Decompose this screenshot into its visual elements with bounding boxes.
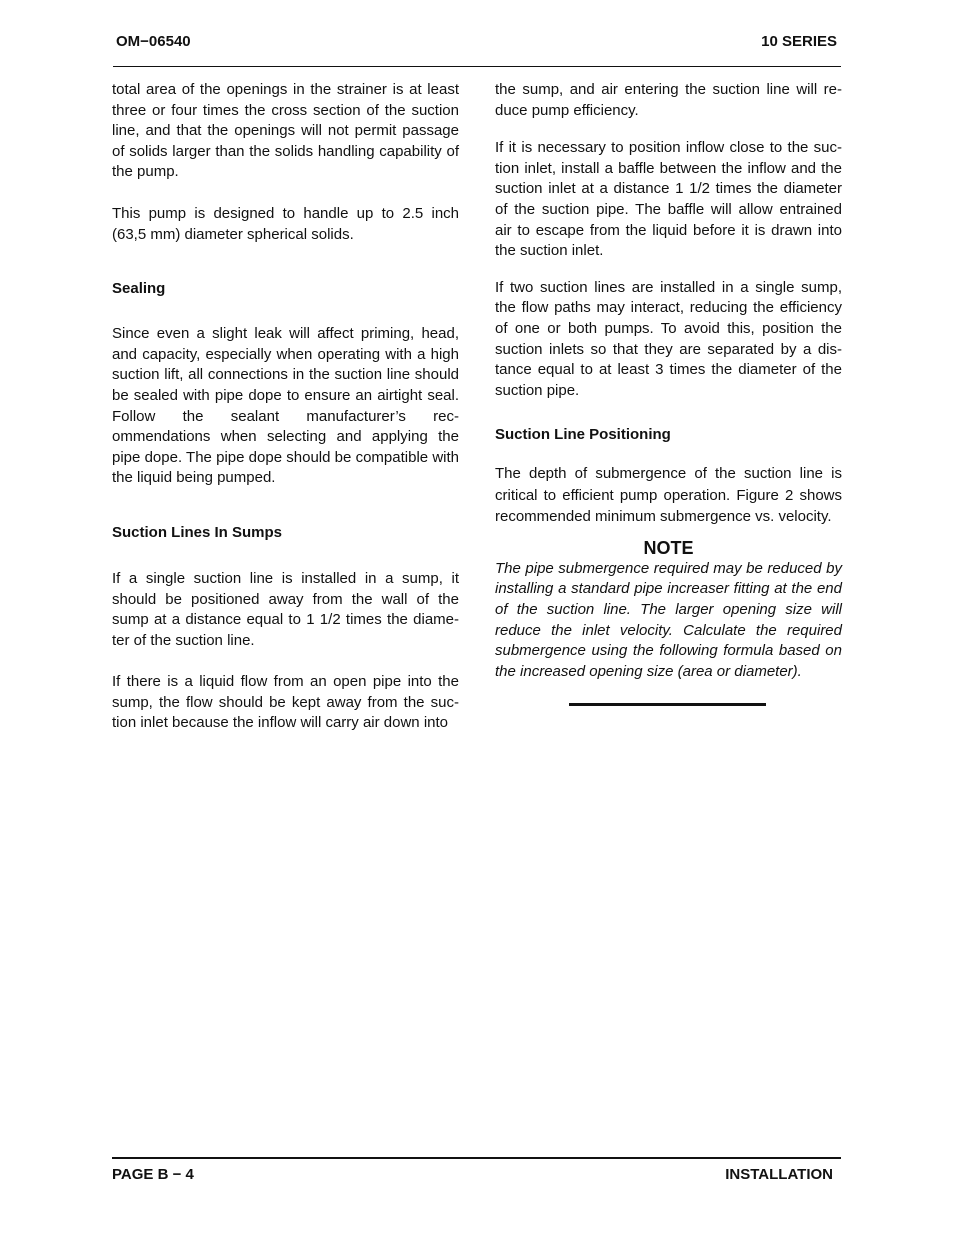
solids-paragraph: This pump is designed to handle up to 2.5 inch (63,5 mm) diameter spherical solids. (112, 204, 459, 243)
left-column (112, 80, 459, 734)
note-text: The pipe submergence required may be reduced by installing a standard pipe increaser fitting at the end of the suction line. The larger opening size will reduce the inlet velocity. Calculate the required submergence using the following formula based on the increased opening size (area or diameter). (495, 559, 842, 680)
section-label: INSTALLATION (725, 1166, 833, 1183)
suction-lines-in-sumps-heading: Suction Lines In Sumps (112, 523, 283, 541)
sealing-paragraph: Since even a slight leak will affect priming, head, and capacity, especially when operating with a high suction lift, all connections in the suction line should be sealed with pipe dope to ensure an airtight seal. Follow the sealant manufacturer’s recommendations when selecting and applying the pipe dope. The pipe dope should be compatible with the liquid being pumped. (112, 325, 459, 487)
right-column (495, 80, 842, 706)
page-header (113, 33, 837, 53)
submergence-paragraph: The depth of submergence of the suction line is critical to efficient pump operation. Figure 2 shows recommended minimum submergence vs. velocity. (495, 465, 842, 526)
liquid-flow-paragraph: If there is a liquid flow from an open pipe into the sump, the flow should be kept away from the suction inlet because the inflow will carry air down into (112, 673, 459, 732)
footer-divider (112, 1157, 841, 1159)
two-suction-lines-paragraph: If two suction lines are installed in a single sump, the flow paths may interact, reducing the efficiency of one or both pumps. To avoid this, position the suction inlets so that they are separated by a distance equal to at least 3 times the diameter of the suction pipe. (495, 278, 842, 399)
baffle-paragraph: If it is necessary to position inflow close to the suction inlet, install a baffle between the inflow and the suction inlet at a distance 1 1/2 times the diameter of the suction pipe. The baffle will allow entrained air to escape from the liquid before it is drawn into the suction inlet. (495, 139, 842, 260)
sealing-heading: Sealing (112, 280, 166, 298)
efficiency-paragraph: the sump, and air entering the suction line will reduce pump efficiency. (495, 81, 842, 119)
note-title: NOTE (643, 537, 694, 558)
note-divider (569, 703, 766, 706)
suction-line-positioning-heading: Suction Line Positioning (495, 426, 671, 444)
single-suction-line-paragraph: If a single suction line is installed in a sump, it should be positioned away from the wall of the sump at a distance equal to 1 1/2 times the diameter of the suction line. (112, 569, 459, 649)
document-number: OM−06540 (116, 33, 191, 50)
strainer-paragraph: total area of the openings in the strainer is at least three or four times the cross section of the suction line, and that the openings will not permit passage of solids larger than the solids handling capability of the pump. (112, 81, 459, 181)
page-number: PAGE B − 4 (112, 1166, 194, 1183)
series-label: 10 SERIES (761, 33, 837, 50)
page-footer (112, 1166, 833, 1186)
header-divider (113, 66, 841, 67)
